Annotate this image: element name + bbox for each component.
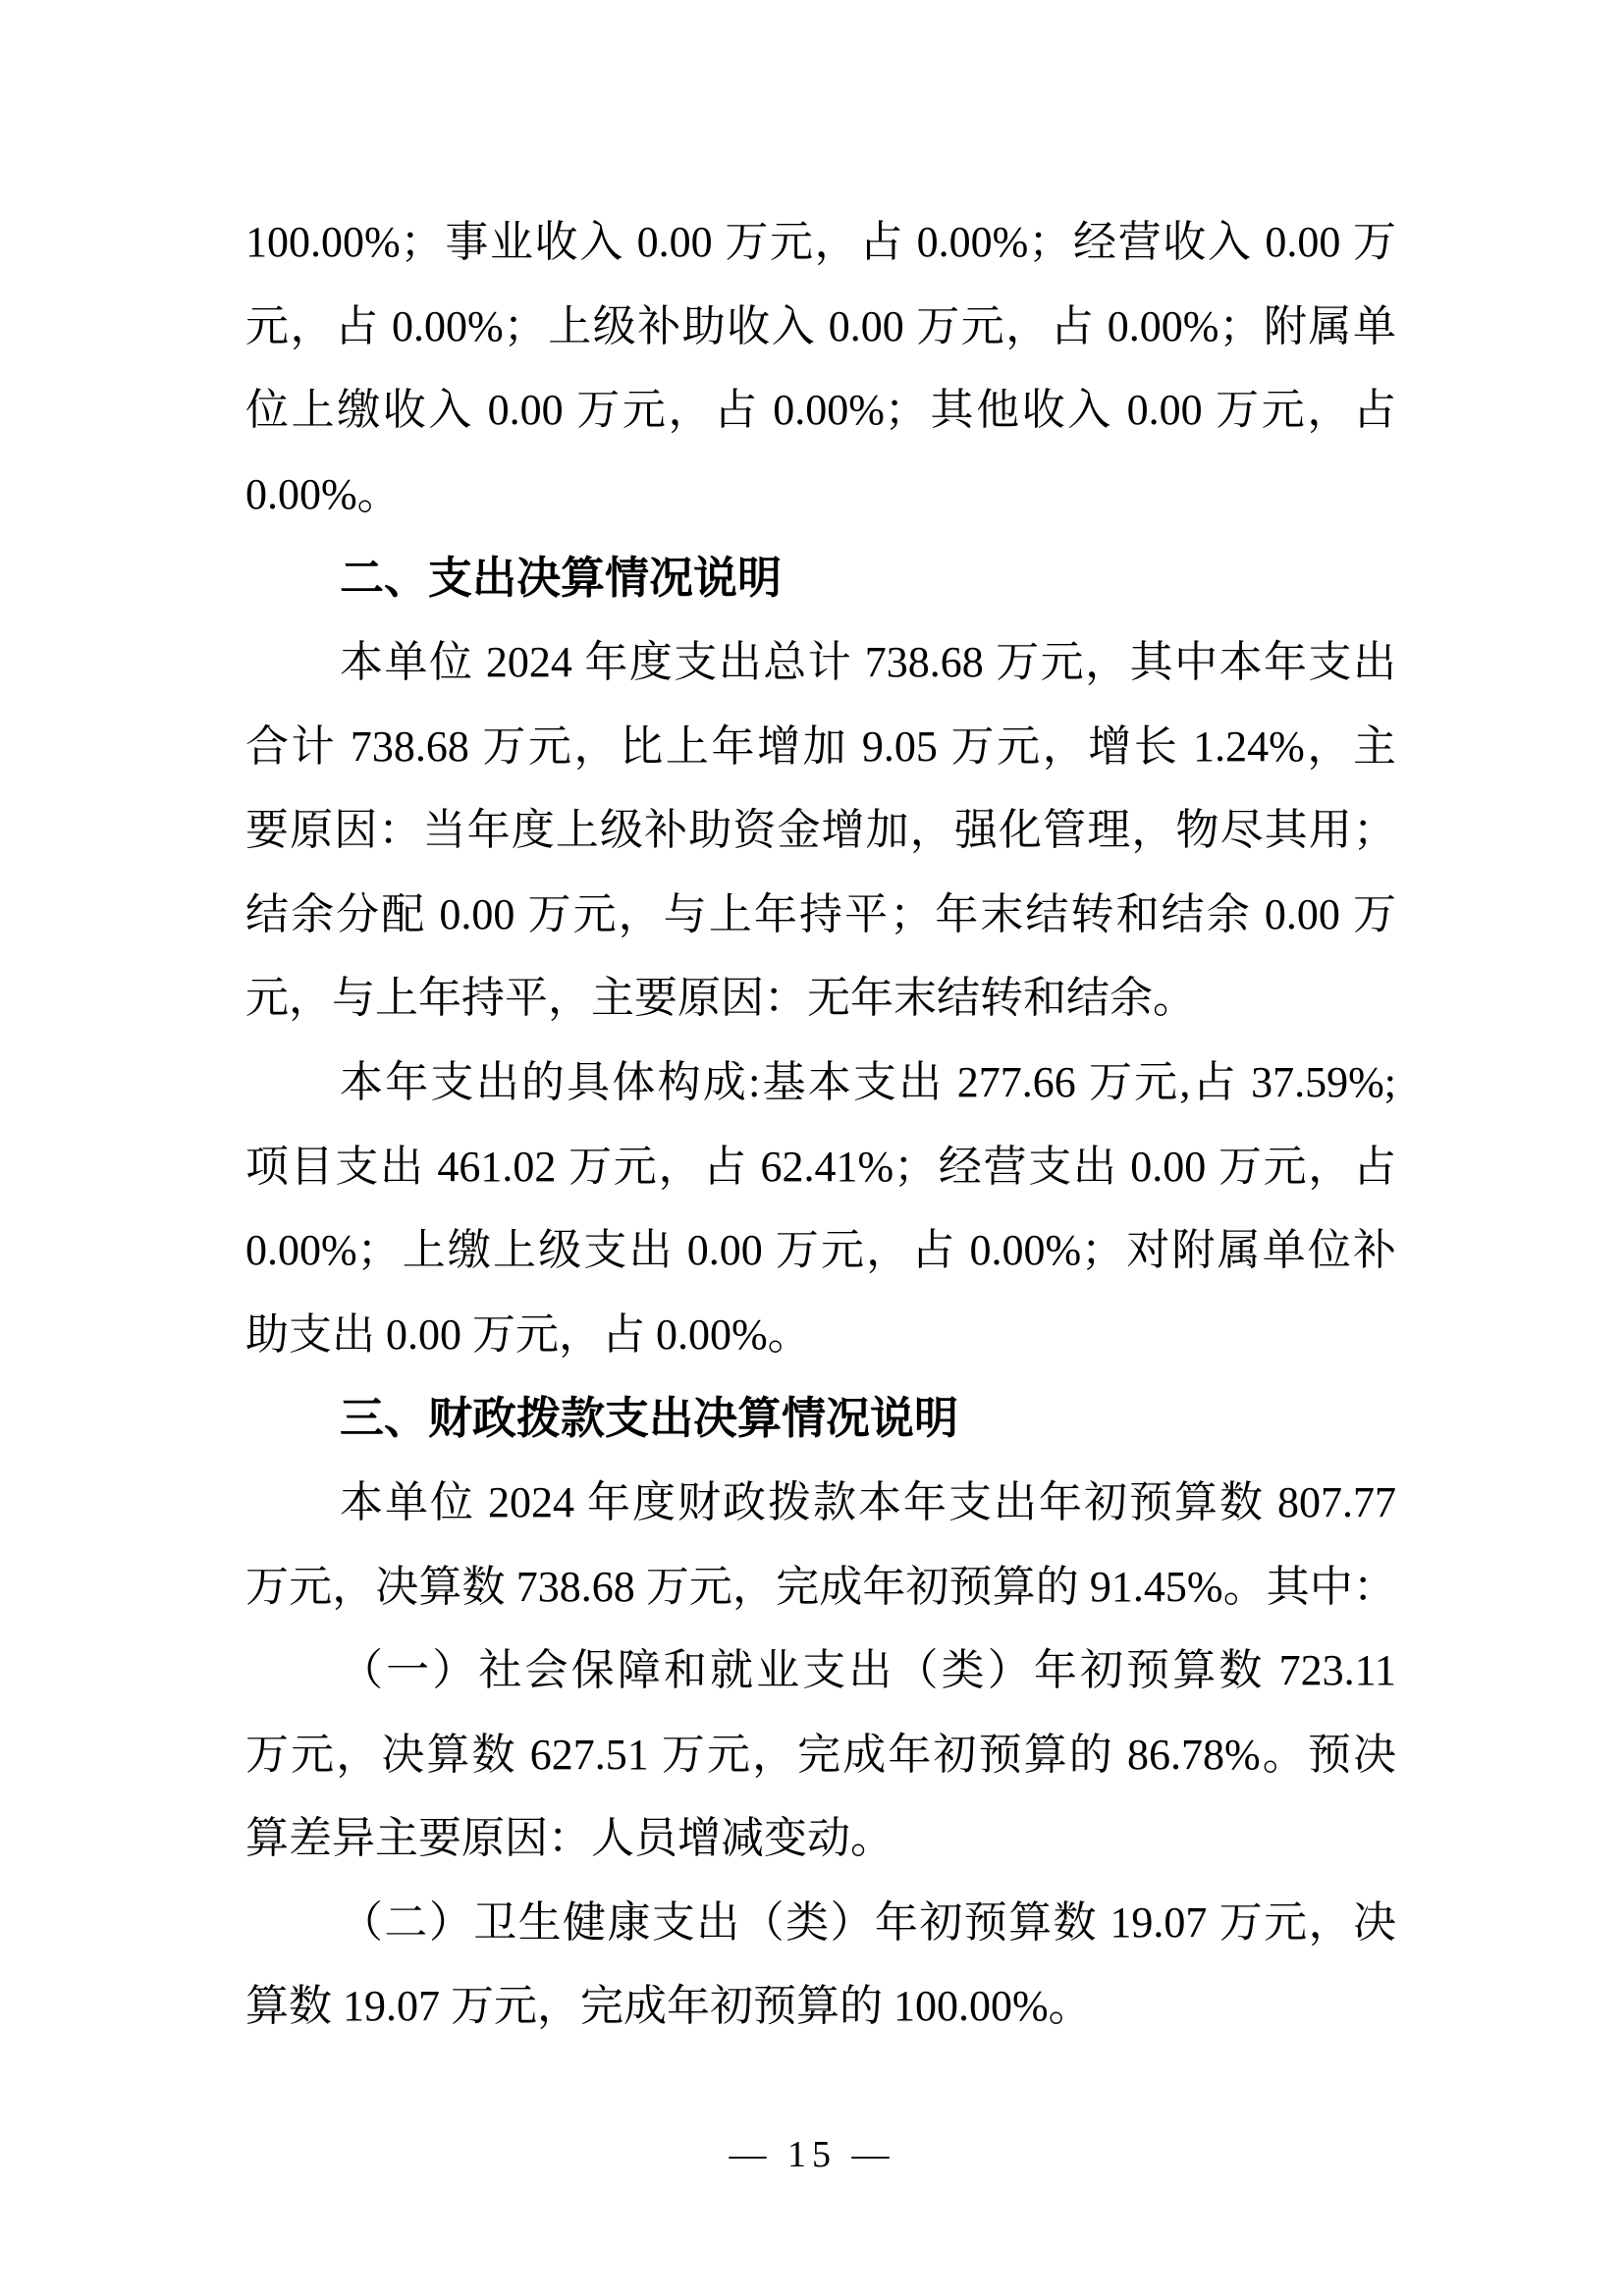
page-number: — 15 —: [729, 2134, 895, 2175]
page-body: [245, 200, 1396, 2049]
text-line: 元，与上年持平，主要原因：无年末结转和结余。: [245, 974, 1196, 1023]
text-line: 算差异主要原因：人员增减变动。: [245, 1814, 893, 1863]
text-line: 本单位 2024 年度支出总计 738.68 万元，其中本年支出: [340, 637, 1396, 686]
text-line: 万元，决算数 738.68 万元，完成年初预算的 91.45%。其中：: [245, 1562, 1396, 1611]
text-line: 算数 19.07 万元，完成年初预算的 100.00%。: [245, 1982, 1092, 2031]
section-heading-3: 三、财政拨款支出决算情况说明: [340, 1393, 959, 1444]
text-line: 位上缴收入 0.00 万元，占 0.00%；其他收入 0.00 万元，占: [245, 386, 1396, 435]
text-line: 100.00%；事业收入 0.00 万元，占 0.00%；经营收入 0.00 万: [245, 218, 1396, 266]
text-line: 万元，决算数 627.51 万元，完成年初预算的 86.78%。预决: [245, 1730, 1396, 1779]
text-line: 助支出 0.00 万元，占 0.00%。: [245, 1309, 811, 1359]
text-line: 本年支出的具体构成:基本支出 277.66 万元,占 37.59%;: [340, 1057, 1396, 1106]
text-line: 合计 738.68 万元，比上年增加 9.05 万元，增长 1.24%，主: [245, 721, 1396, 771]
text-line: （一）社会保障和就业支出（类）年初预算数 723.11: [340, 1646, 1396, 1695]
text-line: 0.00%；上缴上级支出 0.00 万元，占 0.00%；对附属单位补: [245, 1226, 1396, 1275]
text-line: （二）卫生健康支出（类）年初预算数 19.07 万元，决: [340, 1897, 1396, 1947]
text-line: 本单位 2024 年度财政拨款本年支出年初预算数 807.77: [340, 1477, 1396, 1526]
text-line: 结余分配 0.00 万元，与上年持平；年末结转和结余 0.00 万: [245, 889, 1396, 938]
text-line: 元，占 0.00%；上级补助收入 0.00 万元，占 0.00%；附属单: [245, 301, 1396, 350]
section-heading-2: 二、支出决算情况说明: [340, 553, 783, 604]
text-line: 项目支出 461.02 万元，占 62.41%；经营支出 0.00 万元，占: [245, 1142, 1396, 1191]
text-line: 0.00%。: [245, 469, 401, 518]
text-line: 要原因：当年度上级补助资金增加，强化管理，物尽其用；: [245, 806, 1396, 855]
